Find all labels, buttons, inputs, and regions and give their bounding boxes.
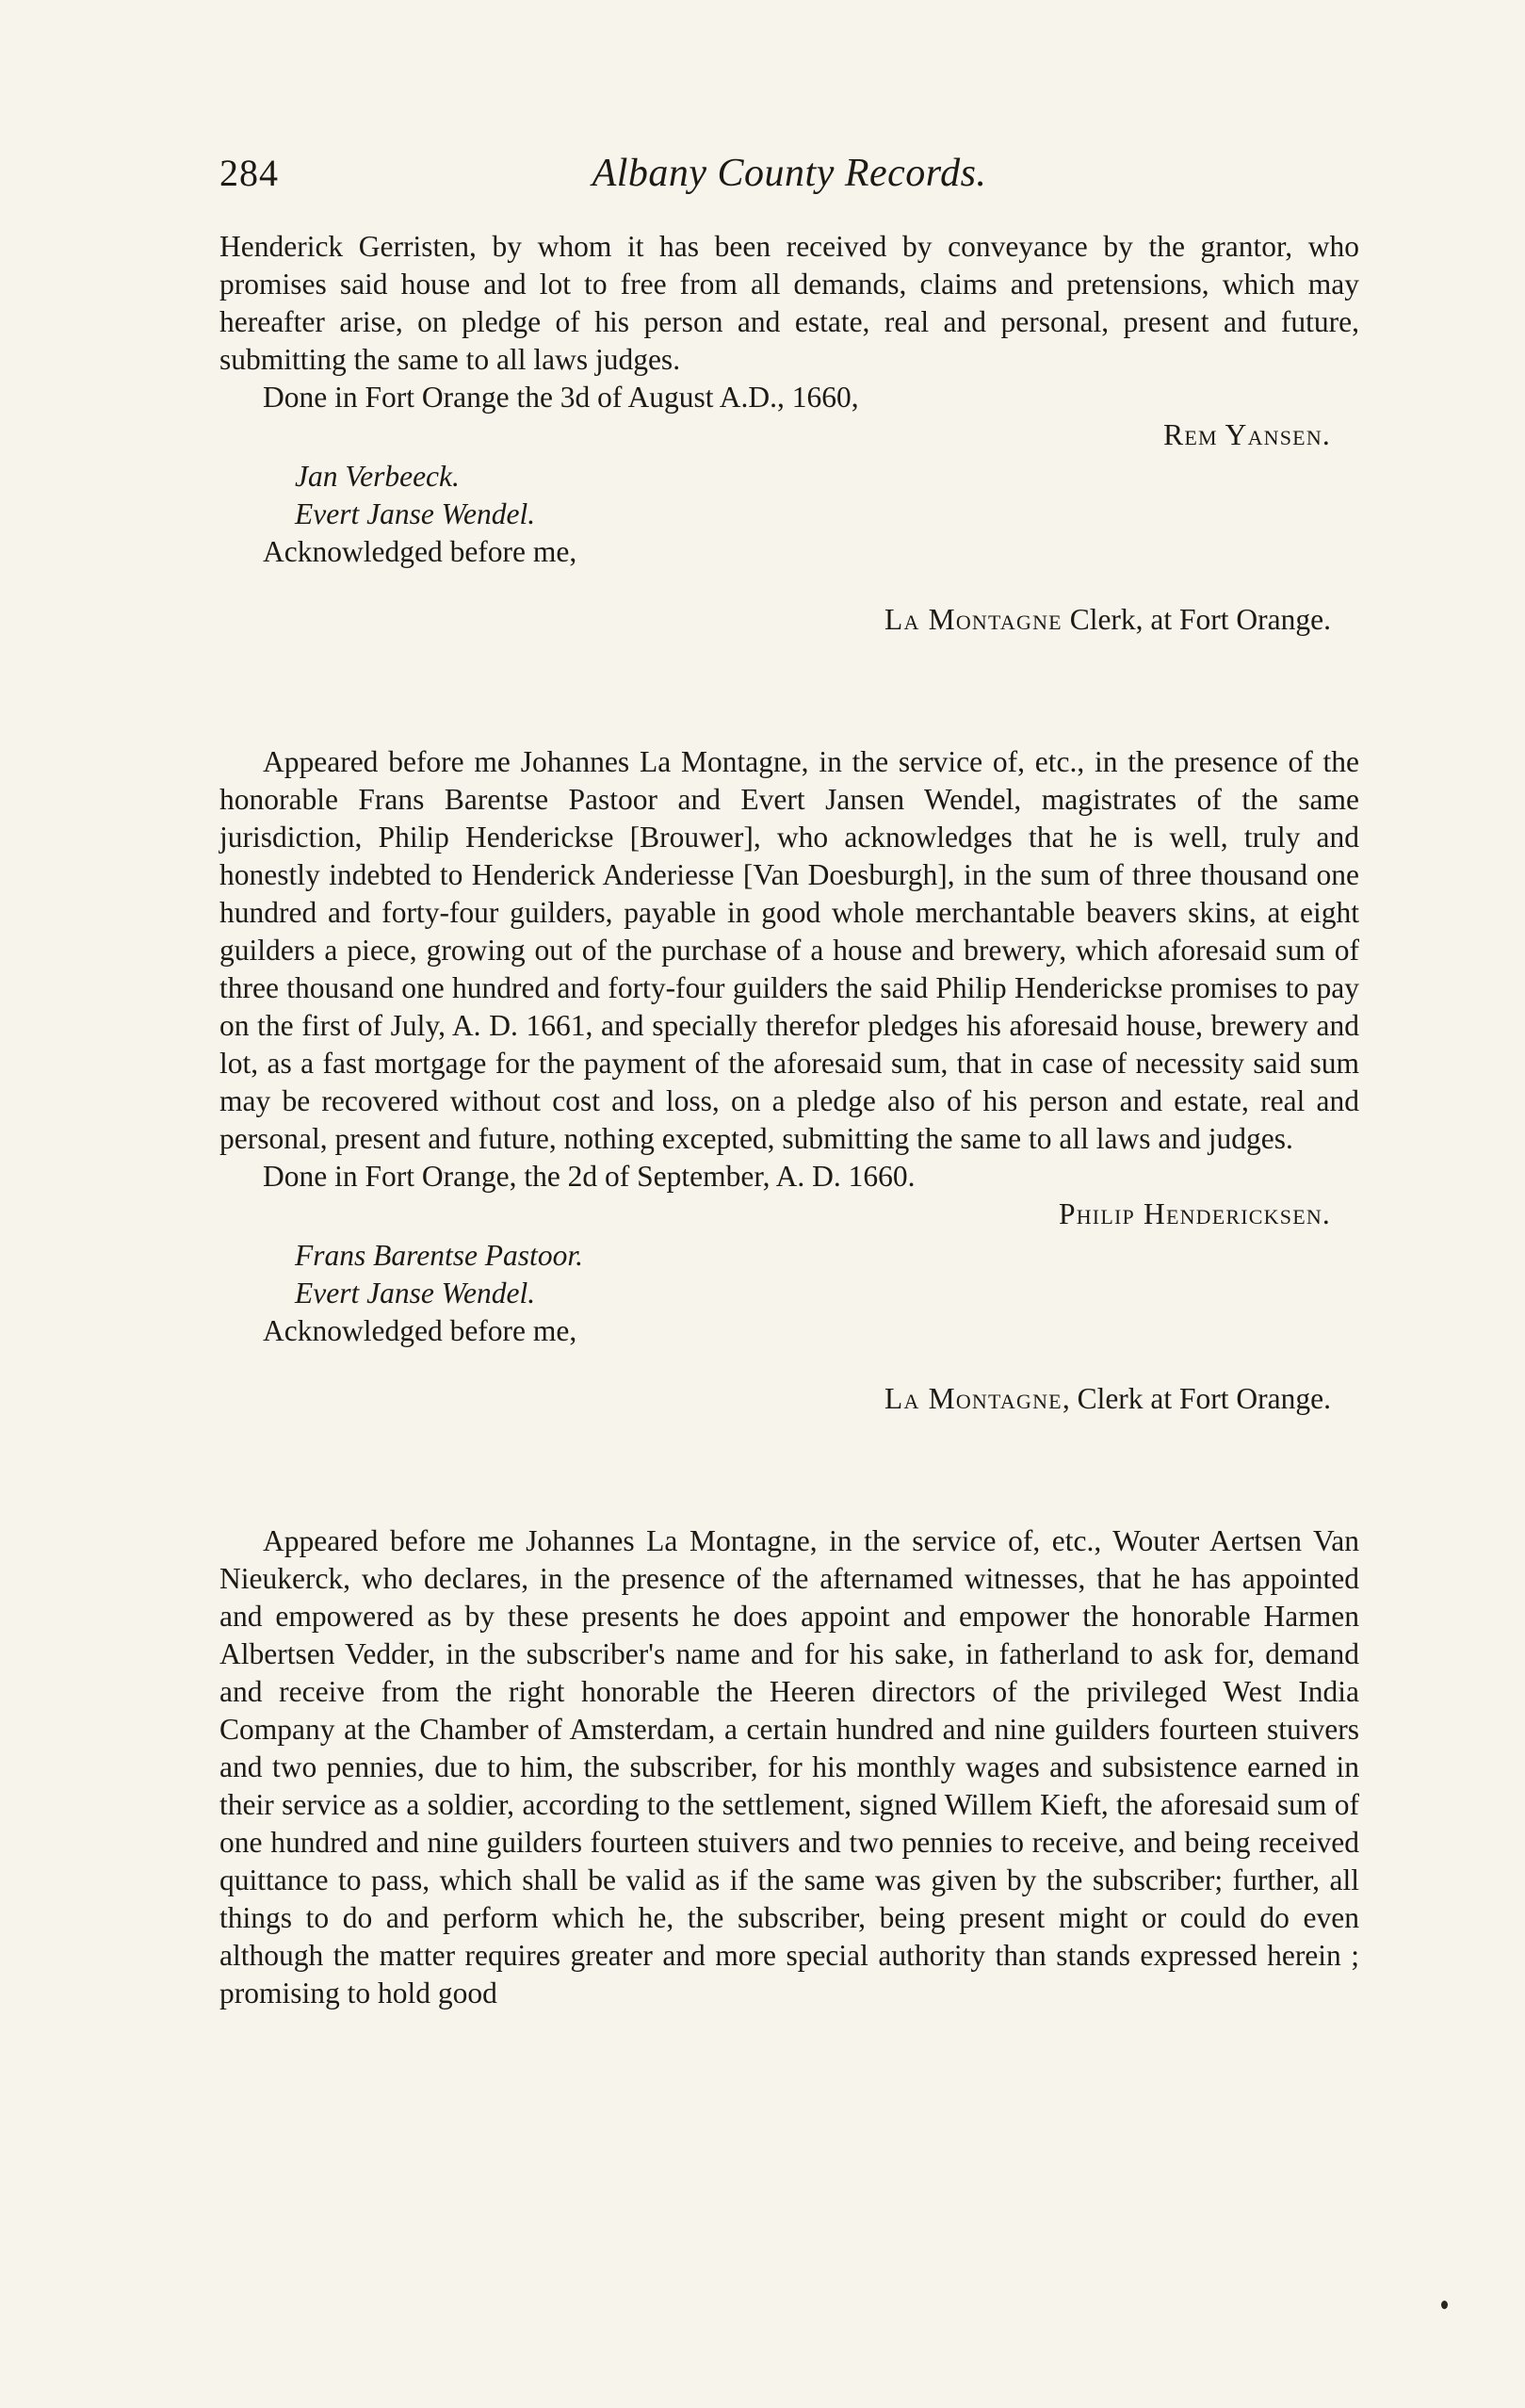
page-number: 284 <box>219 152 279 194</box>
entry-2-clerk-signature <box>219 1380 1359 1418</box>
entry-1-done-line: Done in Fort Orange the 3d of August A.D., 1660, <box>263 381 859 414</box>
entry-2-witnesses <box>219 1237 1359 1312</box>
entry-1-acknowledged: Acknowledged before me, <box>263 535 577 568</box>
entry-1-clerk-signature <box>219 601 1359 639</box>
ink-speck <box>1441 2301 1448 2309</box>
entry-3 <box>219 1522 1359 2012</box>
witness-name: Evert Janse Wendel. <box>295 497 536 530</box>
witness-name: Jan Verbeeck. <box>295 460 460 493</box>
document-page <box>219 151 1359 2012</box>
entry-1-continuation: Henderick Gerristen, by whom it has been received by conveyance by the grantor, who promises said house and lot to free from all demands, claims and pretensions, which may hereafter arise, on pledge of his person and estate, real and personal, present and future, submitting the same to all laws judges. <box>219 230 1359 376</box>
clerk-title: , Clerk at Fort Orange. <box>1062 1381 1331 1415</box>
entry-2-acknowledged: Acknowledged before me, <box>263 1314 577 1347</box>
section-gap <box>219 1447 1359 1522</box>
entry-2-signer: Philip Hendericksen. <box>1058 1197 1331 1230</box>
clerk-name: La Montagne <box>884 1381 1063 1415</box>
witness-name: Evert Janse Wendel. <box>295 1277 536 1310</box>
entry-1-witnesses <box>219 458 1359 533</box>
witness-name: Frans Barentse Pastoor. <box>295 1239 583 1272</box>
entry-1-signer: Rem Yansen. <box>1163 418 1331 451</box>
entry-2-done-line: Done in Fort Orange, the 2d of September, A. D. 1660. <box>263 1160 916 1193</box>
clerk-name: La Montagne <box>884 602 1063 636</box>
entry-2-body: Appeared before me Johannes La Montagne, in the service of, etc., in the presence of the honorable Frans Barentse Pastoor and Evert Jansen Wendel, magistrates of the same jurisdiction, Philip Hendericksе [Brouwer], who acknowledges that he is well, truly and honestly indebted to Henderick Anderiesse [Van Doesburgh], in the sum of three thousand one hundred and forty-four guilders, payable in good whole merchantable beavers skins, at eight guilders a piece, growing out of the purchase of a house and brewery, which aforesaid sum of three thousand one hundred and forty-four guilders the said Philip Henderickse promises to pay on the first of July, A. D. 1661, and specially therefor pledges his aforesaid house, brewery and lot, as a fast mortgage for the payment of the aforesaid sum, that in case of necessity said sum may be recovered without cost and loss, on a pledge also of his person and estate, real and personal, present and future, nothing excepted, submitting the same to all laws and judges. <box>219 745 1359 1155</box>
running-title: Albany County Records. <box>592 152 987 195</box>
section-gap <box>219 668 1359 743</box>
entry-1 <box>219 228 1359 639</box>
page-header <box>219 151 1359 207</box>
entry-2 <box>219 743 1359 1418</box>
clerk-title: Clerk, at Fort Orange. <box>1062 602 1331 636</box>
entry-3-body: Appeared before me Johannes La Montagne, in the service of, etc., Wouter Aertsen Van Nieukerck, who declares, in the presence of the afternamed witnesses, that he has appointed and empowered as by these presents he does appoint and empower the honorable Harmen Albertsen Vedder, in the subscriber's name and for his sake, in fatherland to ask for, demand and receive from the right honorable the Heeren directors of the privileged West India Company at the Chamber of Amsterdam, a certain hundred and nine guilders fourteen stuivers and two pennies, due to him, the subscriber, for his monthly wages and subsistence earned in their service as a soldier, according to the settlement, signed Willem Kieft, the aforesaid sum of one hundred and nine guilders fourteen stuivers and two pennies to receive, and being received quittance to pass, which shall be valid as if the same was given by the subscriber; further, all things to do and perform which he, the subscriber, being present might or could do even although the matter requires greater and more special authority than stands expressed herein ; promising to hold good <box>219 1524 1359 2009</box>
